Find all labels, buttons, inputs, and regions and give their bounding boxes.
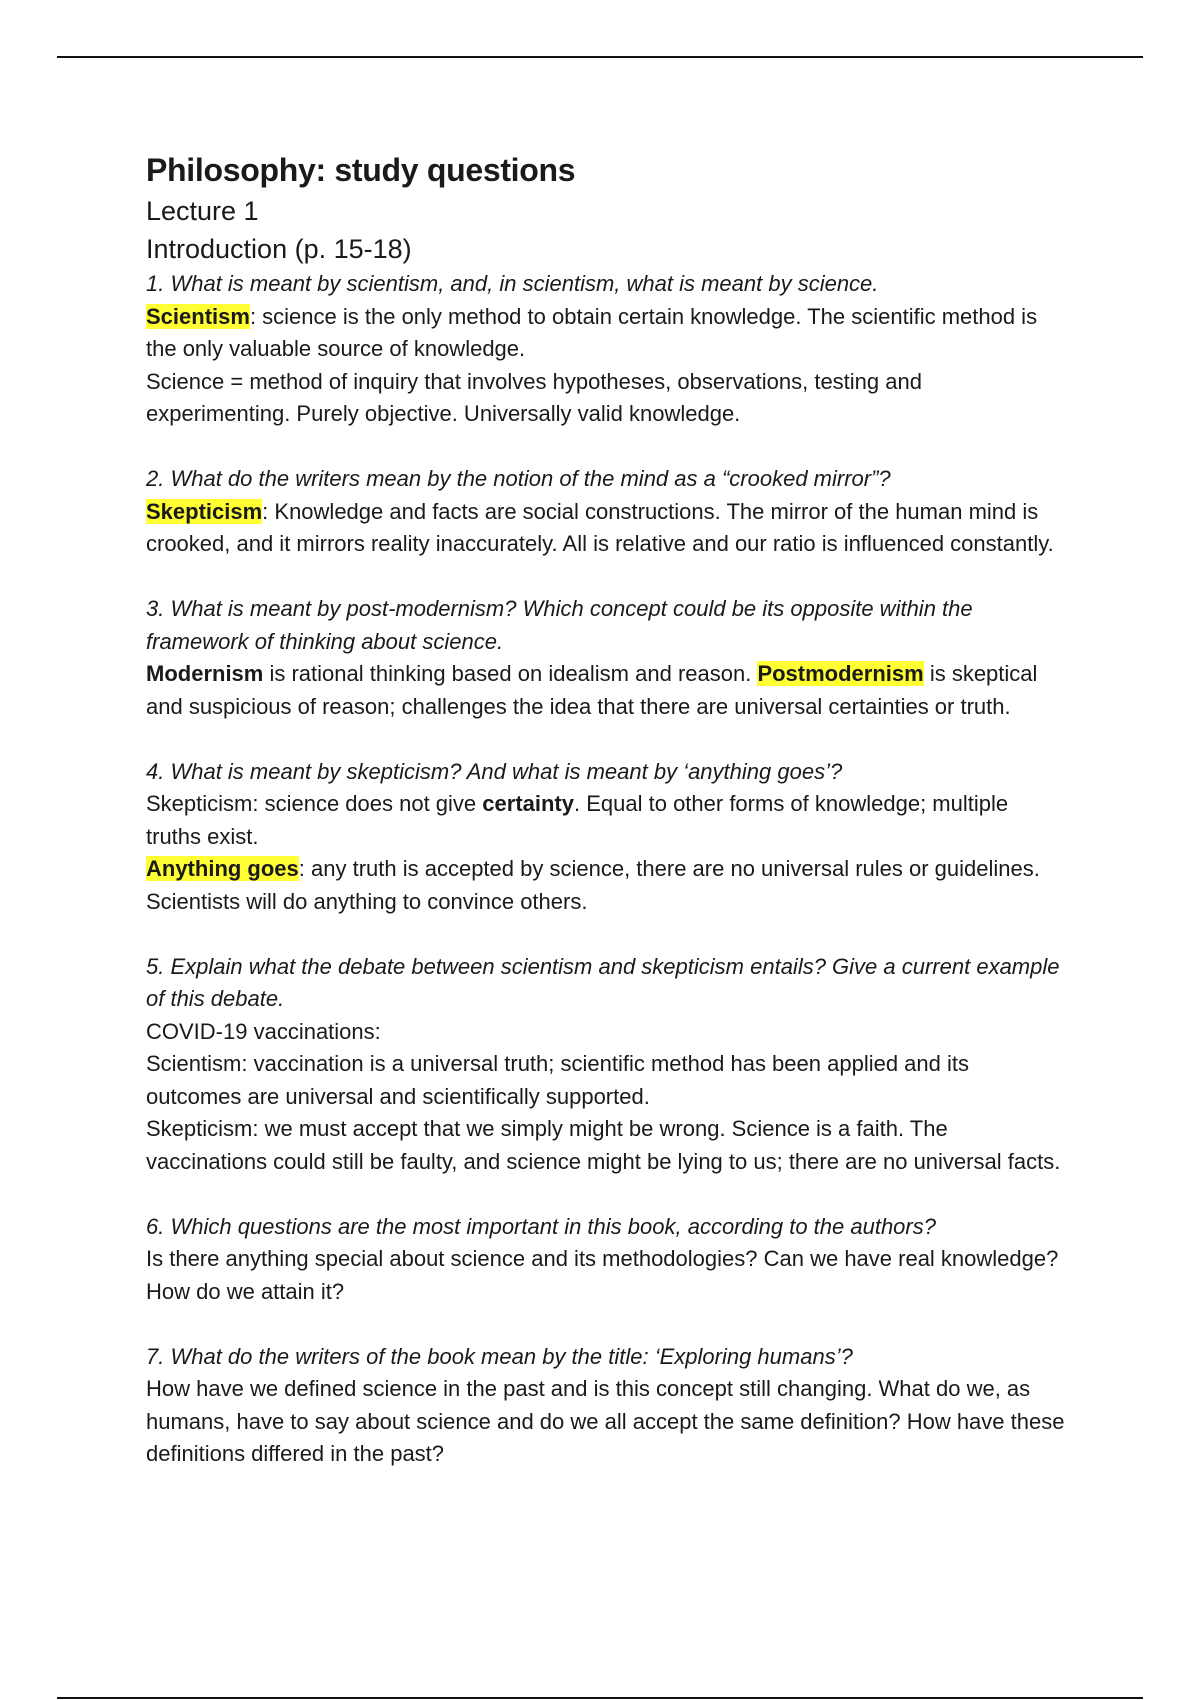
answer-text — [146, 853, 1066, 918]
question-block-1 — [146, 268, 1066, 431]
question-text: 4. What is meant by skepticism? And what is meant by ‘anything goes’? — [146, 758, 843, 784]
answer-text: Skepticism: we must accept that we simply might be wrong. Science is a faith. The vaccinations could still be faulty, and science might be lying to us; there are no universal facts. — [146, 1116, 1061, 1174]
answer-text — [146, 658, 1066, 723]
question-block-2 — [146, 463, 1066, 561]
answer-rest: : any truth is accepted by science, there are no universal rules or guidelines. Scientists will do anything to convince others. — [146, 856, 1040, 914]
answer-text — [146, 788, 1066, 853]
question-block-4 — [146, 756, 1066, 919]
answer-rest: : Knowledge and facts are social constructions. The mirror of the human mind is crooked, and it mirrors reality inaccurately. All is relative and our ratio is influenced constantly. — [146, 498, 1054, 556]
page-title: Philosophy: study questions — [146, 152, 576, 188]
question-text: 6. Which questions are the most important in this book, according to the authors? — [146, 1213, 936, 1239]
question-text: 3. What is meant by post-modernism? Which concept could be its opposite within the framework of thinking about science. — [146, 596, 973, 654]
question-text: 5. Explain what the debate between scientism and skepticism entails? Give a current example of this debate. — [146, 953, 1060, 1011]
answer-text: Science = method of inquiry that involves hypotheses, observations, testing and experimenting. Purely objective. Universally valid knowledge. — [146, 368, 922, 426]
lecture-heading: Lecture 1 — [146, 196, 259, 226]
answer-text: Is there anything special about science and its methodologies? Can we have real knowledge? How do we attain it? — [146, 1246, 1059, 1304]
top-rule — [57, 56, 1143, 58]
answer-post: . Equal to other forms of knowledge; multiple truths exist. — [146, 791, 1009, 849]
question-block-3 — [146, 593, 1066, 723]
question-block-7 — [146, 1341, 1066, 1471]
question-block-6 — [146, 1211, 1066, 1309]
question-block-5 — [146, 951, 1066, 1179]
answer-text — [146, 496, 1066, 561]
bold-term: certainty — [482, 791, 574, 816]
answer-rest: is skeptical and suspicious of reason; challenges the idea that there are universal certainties or truth. — [146, 661, 1038, 719]
document-body — [146, 148, 1066, 1503]
bold-term: Modernism — [146, 661, 264, 686]
answer-text: Scientism: vaccination is a universal truth; scientific method has been applied and its outcomes are universal and scientifically supported. — [146, 1051, 969, 1109]
answer-text: How have we defined science in the past and is this concept still changing. What do we, as humans, have to say about science and do we all accept the same definition? How have these definitions differed in the past? — [146, 1376, 1065, 1466]
section-heading: Introduction (p. 15-18) — [146, 234, 412, 264]
highlighted-term: Skepticism — [146, 498, 263, 524]
question-text: 2. What do the writers mean by the notion of the mind as a “crooked mirror”? — [146, 466, 891, 491]
answer-pre: Skepticism: science does not give — [146, 791, 483, 816]
answer-rest: : science is the only method to obtain certain knowledge. The scientific method is the only valuable source of knowledge. — [146, 303, 1038, 361]
answer-mid: is rational thinking based on idealism and reason. — [263, 661, 758, 686]
highlighted-term: Scientism — [146, 303, 250, 329]
highlighted-term: Postmodernism — [757, 661, 924, 686]
question-text: 1. What is meant by scientism, and, in scientism, what is meant by science. — [146, 271, 879, 296]
answer-text: COVID-19 vaccinations: — [146, 1018, 381, 1044]
question-text: 7. What do the writers of the book mean by the title: ‘Exploring humans’? — [146, 1343, 853, 1369]
highlighted-term: Anything goes — [146, 856, 299, 881]
answer-text — [146, 301, 1066, 366]
bottom-rule — [57, 1697, 1143, 1699]
